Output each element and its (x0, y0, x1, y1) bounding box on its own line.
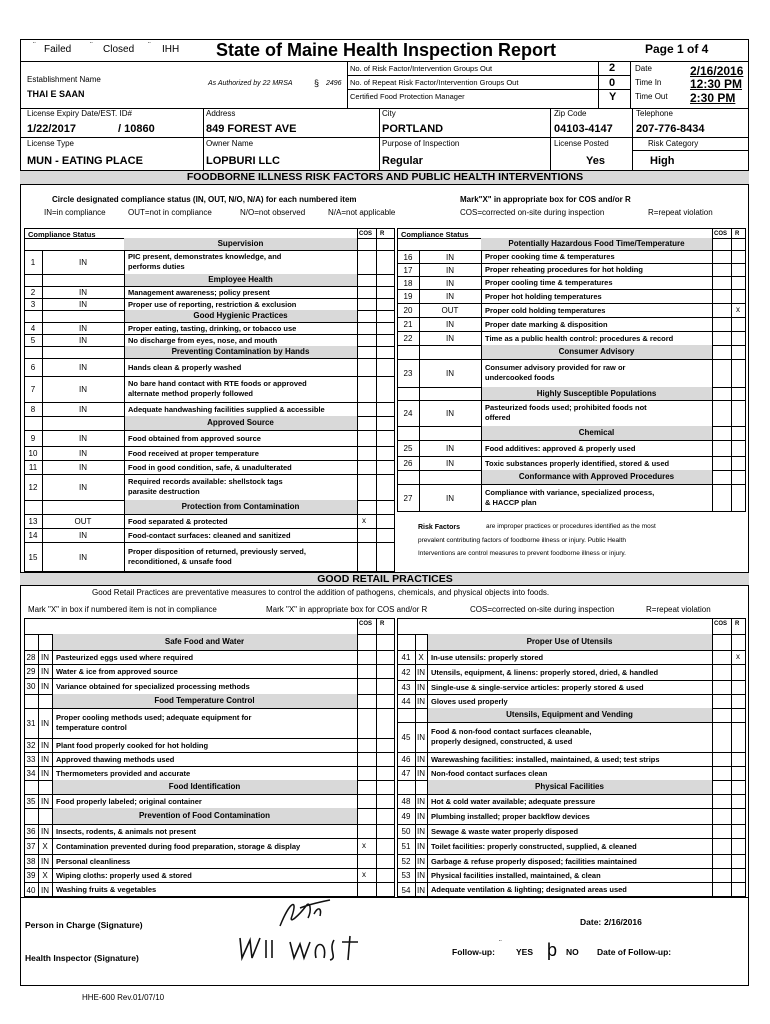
cos-header: COS (359, 621, 373, 627)
item-number: 16 (403, 252, 413, 262)
compliance-status[interactable]: IN (417, 871, 425, 880)
item-description: Toilet facilities: properly constructed, supplied, & cleaned (431, 841, 637, 851)
item-number: 24 (403, 409, 413, 418)
item-number: 29 (26, 667, 36, 676)
compliance-status[interactable]: IN (446, 459, 454, 468)
r-header: R (380, 621, 385, 627)
item-description: Food-contact surfaces: cleaned and sanitized (128, 530, 291, 540)
compliance-status[interactable]: IN (41, 769, 49, 778)
inspector-signature (232, 930, 362, 966)
compliance-status[interactable]: IN (79, 363, 87, 372)
item-description: Thermometers provided and accurate (56, 768, 191, 778)
item-number: 19 (403, 292, 413, 301)
item-number: 18 (403, 278, 413, 288)
item-description: Hot & cold water available; adequate pressure (431, 796, 596, 806)
compliance-status[interactable]: IN (41, 653, 49, 662)
section-header: Supervision (124, 238, 357, 250)
establishment-id: / 10860 (118, 123, 155, 135)
compliance-status[interactable]: IN (417, 769, 425, 778)
item-description: Warewashing facilities: installed, maintained, & used; test strips (431, 754, 660, 764)
compliance-status[interactable]: IN (446, 444, 454, 453)
item-description: Gloves used properly (431, 696, 508, 706)
item-number: 54 (401, 885, 411, 895)
item-number: 41 (401, 653, 411, 662)
item-description: Hands clean & properly washed (128, 362, 242, 372)
compliance-status[interactable]: IN (41, 755, 49, 764)
city-value: PORTLAND (382, 123, 444, 135)
foodborne-title: FOODBORNE ILLNESS RISK FACTORS AND PUBLIC HEALTH INTERVENTIONS (186, 171, 584, 183)
item-number: 40 (26, 885, 36, 895)
item-number: 43 (401, 683, 411, 692)
item-description: Proper reheating procedures for hot holding (485, 265, 643, 274)
compliance-status[interactable]: IN (79, 449, 87, 458)
retail-title: GOOD RETAIL PRACTICES (317, 573, 453, 585)
item-description: Time as a public health control: procedures & record (485, 333, 674, 343)
cos-header: COS (714, 231, 728, 237)
cos-header: COS (359, 231, 373, 237)
item-description: Proper cooling methods used; adequate equipment for (56, 713, 252, 722)
item-number: 9 (30, 434, 36, 443)
followup-no[interactable]: NO (566, 947, 579, 957)
inspection-date: 2/16/2016 (690, 64, 744, 78)
item-description: Variance obtained for specialized processing methods (56, 681, 250, 691)
item-description: Pasteurized eggs used where required (56, 652, 194, 662)
compliance-status[interactable]: IN (41, 797, 49, 806)
risk-category: High (650, 155, 675, 167)
authorized-text: As Authorized by 22 MRSA (208, 80, 293, 87)
item-description: Proper cooling time & temperatures (485, 278, 613, 287)
purpose-value: Regular (382, 155, 423, 167)
compliance-status[interactable]: IN (417, 885, 425, 895)
time-in: 12:30 PM (690, 77, 743, 91)
item-number: 34 (26, 769, 36, 778)
section-header: Proper Use of Utensils (427, 634, 712, 650)
item-number: 53 (401, 871, 411, 880)
item-number: 25 (403, 444, 413, 453)
pic-signature-label: Person in Charge (Signature) (25, 920, 143, 930)
item-description: Management awareness; policy present (128, 287, 270, 297)
item-number: 4 (30, 324, 36, 333)
risk-groups-out: 2 (609, 62, 616, 74)
item-description: Food separated & protected (128, 516, 228, 526)
item-number: 5 (30, 336, 36, 345)
compliance-status[interactable]: OUT (74, 517, 92, 526)
section-header: Utensils, Equipment and Vending (427, 708, 712, 722)
item-description: No discharge from eyes, nose, and mouth (128, 335, 278, 345)
phone-value: 207-776-8434 (636, 123, 705, 135)
item-description: Proper cooking time & temperatures (485, 252, 615, 261)
item-description: Water & ice from approved source (56, 666, 178, 676)
item-number: 37 (26, 842, 36, 851)
r-header: R (380, 231, 385, 237)
compliance-status[interactable]: IN (79, 405, 87, 414)
item-number: 52 (401, 857, 411, 866)
item-number: 10 (28, 449, 38, 458)
compliance-status[interactable]: IN (79, 258, 87, 267)
cos-mark[interactable]: x (362, 870, 366, 879)
item-number: 15 (28, 553, 38, 562)
inspector-signature-label: Health Inspector (Signature) (25, 953, 139, 963)
item-description: Non-food contact surfaces clean (431, 768, 548, 778)
item-description-2: & HACCP plan (485, 498, 537, 507)
item-number: 35 (26, 797, 36, 806)
item-number: 39 (26, 871, 36, 880)
item-number: 31 (26, 719, 36, 728)
item-description: Proper eating, tasting, drinking, or tobacco use (128, 323, 297, 333)
item-description: Plant food properly cooked for hot holding (56, 740, 209, 750)
r-header: R (735, 231, 740, 237)
item-description: Proper use of reporting, restriction & exclusion (128, 299, 297, 309)
compliance-status[interactable]: IN (79, 531, 87, 540)
section-header: Safe Food and Water (52, 634, 357, 650)
item-description: Proper cold holding temperatures (485, 305, 606, 315)
item-description: In-use utensils: properly stored (431, 652, 544, 662)
compliance-status[interactable]: X (418, 653, 424, 662)
establishment-name-label: Establishment Name (27, 75, 101, 84)
address-value: 849 FOREST AVE (206, 123, 297, 135)
item-number: 21 (403, 320, 413, 329)
cos-mark[interactable]: x (362, 516, 366, 525)
item-description-2: offered (485, 413, 511, 422)
item-number: 51 (401, 842, 411, 851)
item-description: Washing fruits & vegetables (56, 885, 157, 894)
compliance-status[interactable]: IN (446, 334, 454, 343)
failed-checkbox-label[interactable]: Failed (44, 44, 72, 55)
section-header: Approved Source (124, 416, 357, 430)
item-number: 50 (401, 827, 411, 836)
compliance-status[interactable]: IN (41, 827, 49, 836)
item-number: 13 (28, 517, 38, 526)
item-description: Proper disposition of returned, previously served, (128, 547, 306, 556)
compliance-status[interactable]: IN (417, 697, 425, 706)
item-description: Utensils, equipment, & linens: properly stored, dried, & handled (431, 667, 659, 677)
compliance-status[interactable]: IN (41, 667, 49, 676)
item-number: 44 (401, 697, 411, 706)
item-description: Food additives: approved & properly used (485, 443, 636, 453)
compliance-status[interactable]: IN (446, 278, 454, 288)
item-description: Wiping cloths: properly used & stored (56, 870, 192, 880)
item-description: Personal cleanliness (56, 856, 131, 866)
item-number: 32 (26, 741, 36, 750)
compliance-status[interactable]: IN (79, 553, 87, 562)
compliance-status[interactable]: IN (417, 733, 425, 742)
item-description: Sewage & waste water properly disposed (431, 826, 579, 836)
compliance-status[interactable]: IN (79, 463, 87, 472)
item-description-2: performs duties (128, 262, 185, 271)
item-description: No bare hand contact with RTE foods or approved (128, 379, 307, 388)
item-number: 7 (30, 385, 36, 394)
owner-name: LOPBURI LLC (206, 155, 280, 167)
item-description: Proper hot holding temperatures (485, 291, 602, 301)
item-description: Food & non-food contact surfaces cleanable, (431, 727, 592, 736)
form-id: HHE-600 Rev.01/07/10 (82, 993, 165, 1002)
item-description-2: properly designed, constructed, & used (431, 737, 573, 746)
item-number: 6 (30, 363, 36, 372)
compliance-status[interactable]: IN (446, 265, 454, 275)
item-number: 46 (401, 755, 411, 764)
compliance-status[interactable]: IN (446, 369, 454, 378)
item-description: Food received at proper temperature (128, 448, 259, 458)
item-description: Physical facilities installed, maintained, & clean (431, 870, 601, 880)
compliance-status[interactable]: IN (446, 494, 454, 503)
section-header: Consumer Advisory (481, 345, 712, 359)
item-description-2: alternate method properly followed (128, 389, 254, 398)
item-number: 26 (403, 459, 413, 468)
compliance-status[interactable]: IN (417, 827, 425, 836)
item-number: 42 (401, 668, 411, 677)
compliance-status[interactable]: IN (417, 842, 425, 851)
item-description-2: undercooked foods (485, 373, 555, 382)
compliance-status[interactable]: IN (79, 434, 87, 443)
compliance-status[interactable]: IN (417, 668, 425, 677)
compliance-status[interactable]: X (42, 871, 48, 880)
item-description: Contamination prevented during food preparation, storage & display (56, 841, 301, 851)
license-posted: Yes (586, 155, 605, 167)
compliance-status[interactable]: IN (446, 292, 454, 301)
item-description: Plumbing installed; proper backflow devices (431, 811, 590, 821)
item-number: 30 (26, 682, 36, 691)
compliance-status[interactable]: IN (417, 812, 425, 821)
section-header: Chemical (481, 426, 712, 440)
item-number: 48 (401, 797, 411, 806)
ihh-checkbox-label[interactable]: IHH (162, 44, 180, 55)
section-header: Highly Susceptible Populations (481, 387, 712, 400)
item-description: Required records available: shellstock tags (128, 477, 283, 486)
item-number: 20 (403, 306, 413, 315)
item-description: Compliance with variance, specialized process, (485, 488, 655, 497)
compliance-status[interactable]: IN (417, 797, 425, 806)
followup-yes[interactable]: YES (516, 947, 534, 957)
cos-mark[interactable]: x (362, 841, 366, 850)
section-header: Physical Facilities (427, 780, 712, 794)
repeat-groups-out: 0 (609, 77, 616, 89)
section-header: Protection from Contamination (124, 500, 357, 514)
cos-header: COS (714, 621, 728, 627)
item-number: 36 (26, 827, 36, 836)
footer-date: 2/16/2016 (604, 917, 642, 927)
cfpm-value: Y (609, 91, 617, 103)
closed-checkbox-label[interactable]: Closed (103, 44, 135, 55)
establishment-name: THAI E SAAN (27, 89, 85, 99)
item-description: Food properly labeled; original container (56, 796, 202, 806)
compliance-status[interactable]: IN (41, 682, 49, 691)
compliance-status[interactable]: IN (79, 288, 87, 297)
compliance-status[interactable]: IN (446, 409, 454, 418)
section-header: Conformance with Approved Procedures (481, 470, 712, 484)
compliance-status[interactable]: X (42, 842, 48, 851)
compliance-status[interactable]: IN (41, 719, 49, 728)
item-description: Adequate ventilation & lighting; designated areas used (431, 885, 627, 894)
item-number: 17 (403, 265, 413, 275)
item-description: Proper date marking & disposition (485, 319, 608, 329)
page-number: Page 1 of 4 (645, 42, 709, 56)
item-number: 14 (28, 531, 38, 540)
item-number: 49 (401, 812, 411, 821)
item-description: Pasteurized foods used; prohibited foods not (485, 403, 647, 412)
followup-no-box[interactable]: þ (547, 940, 558, 960)
time-out: 2:30 PM (690, 91, 736, 105)
item-description-2: parasite destruction (128, 487, 200, 496)
item-number: 12 (28, 483, 38, 492)
r-mark[interactable]: x (736, 305, 740, 314)
item-number: 23 (403, 369, 413, 378)
item-description: Approved thawing methods used (56, 754, 175, 764)
section-header: Food Temperature Control (52, 694, 357, 708)
r-header: R (735, 621, 740, 627)
item-description: PIC present, demonstrates knowledge, and (128, 252, 282, 261)
item-description: Garbage & refuse properly disposed; facilities maintained (431, 856, 637, 866)
compliance-status[interactable]: IN (79, 336, 87, 345)
compliance-status-header: Compliance Status (401, 230, 469, 239)
item-number: 27 (403, 494, 413, 503)
section-header: Good Hygienic Practices (124, 310, 357, 322)
compliance-status[interactable]: IN (417, 683, 425, 692)
section-header: Prevention of Food Contamination (52, 808, 357, 824)
item-number: 33 (26, 755, 36, 764)
compliance-status[interactable]: IN (79, 385, 87, 394)
compliance-status[interactable]: IN (41, 741, 49, 750)
item-description-2: temperature control (56, 723, 127, 732)
compliance-status[interactable]: IN (417, 755, 425, 764)
item-number: 47 (401, 769, 411, 778)
item-description: Insects, rodents, & animals not present (56, 826, 197, 836)
r-mark[interactable]: x (736, 652, 740, 661)
item-description-2: reconditioned, & unsafe food (128, 557, 232, 566)
license-expiry: 1/22/2017 (27, 123, 76, 135)
section-header: Potentially Hazardous Food Time/Temperature (481, 238, 712, 250)
compliance-status-header: Compliance Status (28, 230, 96, 239)
section-header: Preventing Contamination by Hands (124, 346, 357, 358)
section-header: Food Identification (52, 780, 357, 794)
item-number: 45 (401, 733, 411, 742)
zip-value: 04103-4147 (554, 123, 613, 135)
compliance-status[interactable]: OUT (441, 306, 459, 315)
item-description: Food obtained from approved source (128, 433, 261, 443)
item-description: Consumer advisory provided for raw or (485, 363, 626, 372)
compliance-status[interactable]: IN (41, 857, 49, 866)
item-description: Adequate handwashing facilities supplied & accessible (128, 404, 325, 414)
report-title: State of Maine Health Inspection Report (216, 40, 557, 60)
item-number: 11 (28, 463, 38, 472)
section-header: Employee Health (124, 274, 357, 286)
pic-signature (270, 896, 340, 934)
item-number: 38 (26, 857, 36, 866)
item-number: 8 (30, 405, 36, 414)
item-number: 2 (30, 288, 36, 297)
item-number: 28 (26, 653, 36, 662)
item-number: 3 (30, 300, 36, 309)
compliance-status[interactable]: IN (446, 320, 454, 329)
compliance-status[interactable]: IN (417, 857, 425, 866)
compliance-status[interactable]: IN (79, 324, 87, 333)
item-number: 1 (30, 258, 36, 267)
compliance-status[interactable]: IN (41, 885, 49, 895)
item-number: 22 (403, 334, 413, 343)
item-description: Food in good condition, safe, & unadulterated (128, 462, 292, 472)
item-description: Toxic substances properly identified, stored & used (485, 458, 670, 468)
license-type: MUN - EATING PLACE (27, 155, 143, 167)
compliance-status[interactable]: IN (79, 300, 87, 309)
compliance-status[interactable]: IN (79, 483, 87, 492)
item-description: Single-use & single-service articles: properly stored & used (431, 682, 644, 692)
compliance-status[interactable]: IN (446, 252, 454, 262)
